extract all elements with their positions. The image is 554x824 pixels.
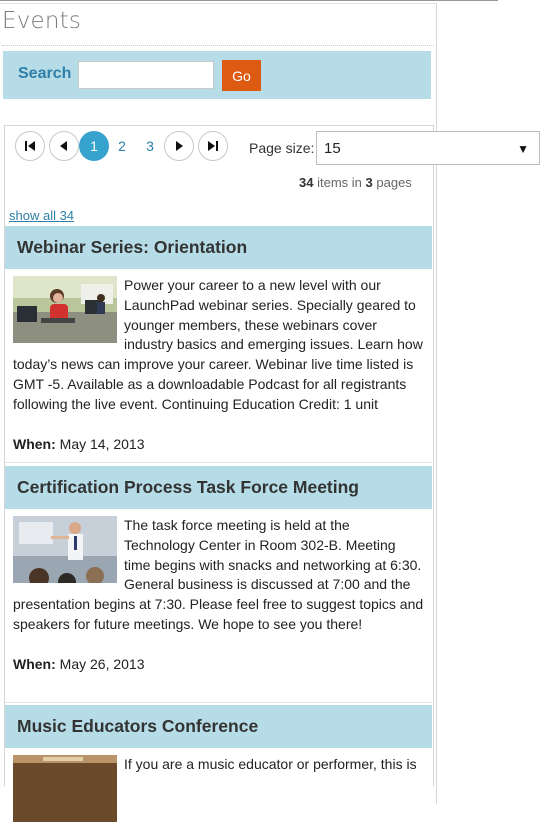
dropdown-arrow-icon: ▼ <box>517 142 529 156</box>
page-size-label: Page size: <box>249 140 315 156</box>
event-when <box>13 435 424 455</box>
page-size-value: 15 <box>324 140 341 157</box>
search-bar <box>3 51 431 99</box>
office-computer-photo <box>13 276 117 343</box>
last-page-button[interactable] <box>198 131 228 161</box>
event-image <box>13 516 117 583</box>
next-page-button[interactable] <box>164 131 194 161</box>
event-date: May 14, 2013 <box>59 435 145 452</box>
page-2[interactable]: 2 <box>118 138 126 154</box>
page-size-select[interactable] <box>316 131 540 165</box>
prev-page-button[interactable] <box>49 131 79 161</box>
event-description: The task force meeting is held at the Technology Center in Room 302-B. Meeting time begins with snacks and networking at 6:30. General business is discussed at 7:00 and the presentation begins at 7:30. Please feel free to suggest topics and speakers for future meetings. We hope to see you there! <box>13 517 424 632</box>
page-1[interactable]: 1 <box>79 131 109 161</box>
first-page-button[interactable] <box>15 131 45 161</box>
event-body <box>5 509 432 675</box>
event-divider <box>5 462 432 463</box>
when-label: When: <box>13 655 56 672</box>
items-text: items in <box>317 175 362 190</box>
event-item <box>5 705 432 824</box>
event-image <box>13 276 117 343</box>
pages-total: 3 <box>365 175 373 190</box>
page-3[interactable]: 3 <box>146 138 154 154</box>
title-divider <box>2 45 434 46</box>
event-title[interactable]: Certification Process Task Force Meeting <box>5 466 432 509</box>
go-button[interactable]: Go <box>222 60 261 91</box>
first-page-icon <box>24 140 36 152</box>
event-item <box>5 466 432 675</box>
show-all-link[interactable]: show all 34 <box>9 208 75 223</box>
items-summary <box>299 175 412 190</box>
next-page-icon <box>173 140 185 152</box>
event-when <box>13 655 424 675</box>
event-divider <box>5 702 432 703</box>
events-panel <box>4 125 434 786</box>
event-date: May 26, 2013 <box>59 655 145 672</box>
event-body <box>5 748 432 775</box>
event-item <box>5 226 432 454</box>
music-photo <box>13 755 117 822</box>
event-description: Power your career to a new level with our LaunchPad webinar series. Specially geared to younger members, these webinars cover industry basics and emerging issues. Learn how today’s news can improve your career. Webinar live time listed is GMT -5. Available as a downloadable Podcast for all registrants following the live event. Continuing Education Credit: 1 unit <box>13 277 423 412</box>
event-description: If you are a music educator or performer, this is <box>124 756 417 772</box>
event-image <box>13 755 117 822</box>
top-divider <box>0 0 498 1</box>
search-label: Search <box>18 65 72 82</box>
prev-page-icon <box>58 140 70 152</box>
when-label: When: <box>13 435 56 452</box>
presentation-meeting-photo <box>13 516 117 583</box>
page-title: Events <box>2 8 82 34</box>
search-input[interactable] <box>78 61 214 89</box>
event-title[interactable]: Webinar Series: Orientation <box>5 226 432 269</box>
pages-text: pages <box>376 175 412 190</box>
event-title[interactable]: Music Educators Conference <box>5 705 432 748</box>
event-body <box>5 269 432 454</box>
last-page-icon <box>207 140 219 152</box>
items-total: 34 <box>299 175 314 190</box>
